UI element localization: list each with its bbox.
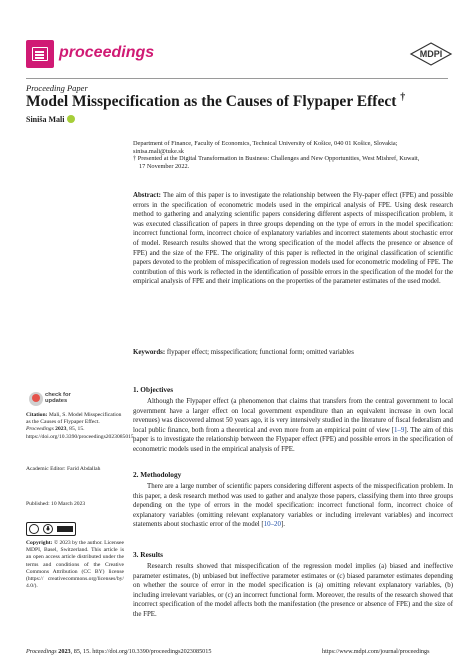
footer-doi[interactable]: , 85, 15. https://doi.org/10.3390/proceedings2023085015	[70, 648, 212, 655]
title-text: Model Misspecification as the Causes of Flypaper Effect	[26, 93, 397, 111]
paper-title	[26, 92, 405, 111]
header-rule	[26, 78, 448, 79]
keywords-text: flypaper effect; misspecification; functional form; omitted variables	[166, 349, 354, 356]
title-mark: †	[400, 92, 406, 103]
methodology-text: There are a large number of scientific papers considering different aspects of the misspecification problem. In this paper, a desk research method was used to gather and analyze those papers, classifying them into three groups depending on the type of errors in the model specification: incorrect functional form, incorrect choice of explanatory variables (omitting relevant explanatory variables or including irrelevant variables) and incorrect statements about stochastic error of the model [	[133, 483, 453, 529]
keywords	[133, 348, 453, 358]
abstract-label: Abstract:	[133, 192, 161, 199]
check-updates-line2: updates	[45, 398, 68, 405]
methodology-text-cont: ].	[280, 521, 285, 529]
affiliation-line: Department of Finance, Faculty of Economics, Technical University of Košice, 040 01 Košice, Slovakia;	[133, 140, 398, 147]
academic-editor: Academic Editor: Farid Abdallah	[26, 466, 101, 472]
copyright-label: Copyright:	[26, 540, 53, 546]
section-objectives	[133, 397, 453, 455]
copyright-block	[26, 540, 124, 590]
objectives-text: Although the Flypaper effect (a phenomenon that claims that transfers from the central government to local government have a larger effect on local government expenditure than an equivalent increase in own local revenues) was discovered almost 50 years ago, it is very intensively studied in the literature of fiscal federalism and local public finance, both from a theoretical and even more from an empirical point of view [	[133, 398, 453, 434]
section-methodology	[133, 482, 453, 530]
mdpi-logo-icon	[408, 42, 454, 66]
check-updates-line1: check for	[45, 392, 71, 398]
proceedings-logo-icon	[26, 40, 54, 68]
presentation-date: 17 November 2022.	[139, 162, 190, 170]
abstract	[133, 191, 453, 287]
mdpi-logo-text: MDPI	[419, 49, 443, 59]
copyright-text: © 2023 by the author. Licensee MDPI, Basel, Switzerland. This article is an open access article distributed under the terms and conditions of the Creative Commons Attribution (CC BY) license (https:// creativecommons.org/licenses/by/ 4.0/).	[26, 540, 124, 590]
results-text: Research results showed that misspecification of the regression model implies (a) biased and ineffective parameter estimates, (b) unbiased but ineffective parameter estimates or (c) biased parameter estimates depending on whether the source of error in the model specification is (a) omitting relevant explanatory variables, (b) including irrelevant variables, or (c) an incorrect functional form. Moreover, the results of the research showed that incorrect specification of the model affects both the manifestation (the presence or absence of FPE) and the size of the FPE.	[133, 563, 453, 618]
footer-citation	[26, 648, 211, 655]
citation-label: Citation:	[26, 412, 48, 418]
objectives-text-cont: ]. The aim of this paper is to investigate the relationship between the Flypaper effect (FPE) and possible errors in the specification of econometric models used in the empirical analysis of FPE.	[133, 426, 453, 453]
check-for-updates-label[interactable]	[45, 392, 71, 405]
footer-year: 2023	[58, 648, 71, 655]
published-date: Published: 10 March 2023	[26, 501, 86, 507]
citation-journal: Proceedings	[26, 426, 54, 433]
orcid-icon[interactable]	[67, 115, 75, 123]
cc-icon-text	[29, 524, 39, 534]
footer-journal-url[interactable]: https://www.mdpi.com/journal/proceedings	[322, 648, 430, 655]
footer-journal: Proceedings	[26, 648, 57, 655]
citation-year: 2023	[55, 426, 67, 433]
citation-link[interactable]: 1–9	[394, 426, 405, 434]
journal-name: proceedings	[59, 44, 155, 61]
citation-link[interactable]: 10–20	[263, 521, 281, 529]
citation-block	[26, 412, 134, 441]
cc-by-license-icon[interactable]	[26, 522, 76, 536]
presentation-note: † Presented at the Digital Transformation in Business: Challenges and New Opportunities, West Mishref, Kuwait,	[133, 155, 420, 162]
section-heading-results: 3. Results	[133, 550, 163, 559]
paper-type: Proceeding Paper	[26, 83, 88, 93]
check-for-updates-icon[interactable]	[29, 392, 43, 406]
author-name[interactable]: Siniša Mali	[26, 115, 65, 124]
affiliation-email[interactable]: sinisa.mali@tuke.sk	[133, 147, 184, 155]
section-results	[133, 562, 453, 620]
abstract-text: The aim of this paper is to investigate the relationship between the Fly-paper effect (FPE) and possible errors in the specification of econometric models used in the empirical analysis of FPE. Using desk research method to gathering and analyzing scientific papers considering different aspects of misspecification problem, it was executed classification of papers in three groups depending on the type of errors in the model specification: incorrect functional form, incorrect choice of explanatory variables and incorrect statements about stochastic error of model. Research results showed that the wrong specification of the model affects the presence or absence of FPE) and the size of the FPE. The originality of this paper is reflected in the original classification of scientific papers devoted to the problem of misspecification of regression models used for econometric modeling of FPE. The contribution of this work is reflected in the identification of possible errors in the specification of the model for the empirical analysis of FPE and their implications on the properties of the parameter estimates of the used model.	[133, 192, 454, 286]
citation-doi[interactable]: , 85, 15. https://doi.org/10.3390/proceedings2023085015	[26, 426, 134, 440]
citation-text: Mali, S. Model Misspecification as the Causes of Flypaper Effect.	[26, 412, 122, 426]
keywords-label: Keywords:	[133, 349, 166, 356]
section-heading-objectives: 1. Objectives	[133, 385, 174, 394]
section-heading-methodology: 2. Methodology	[133, 470, 182, 479]
